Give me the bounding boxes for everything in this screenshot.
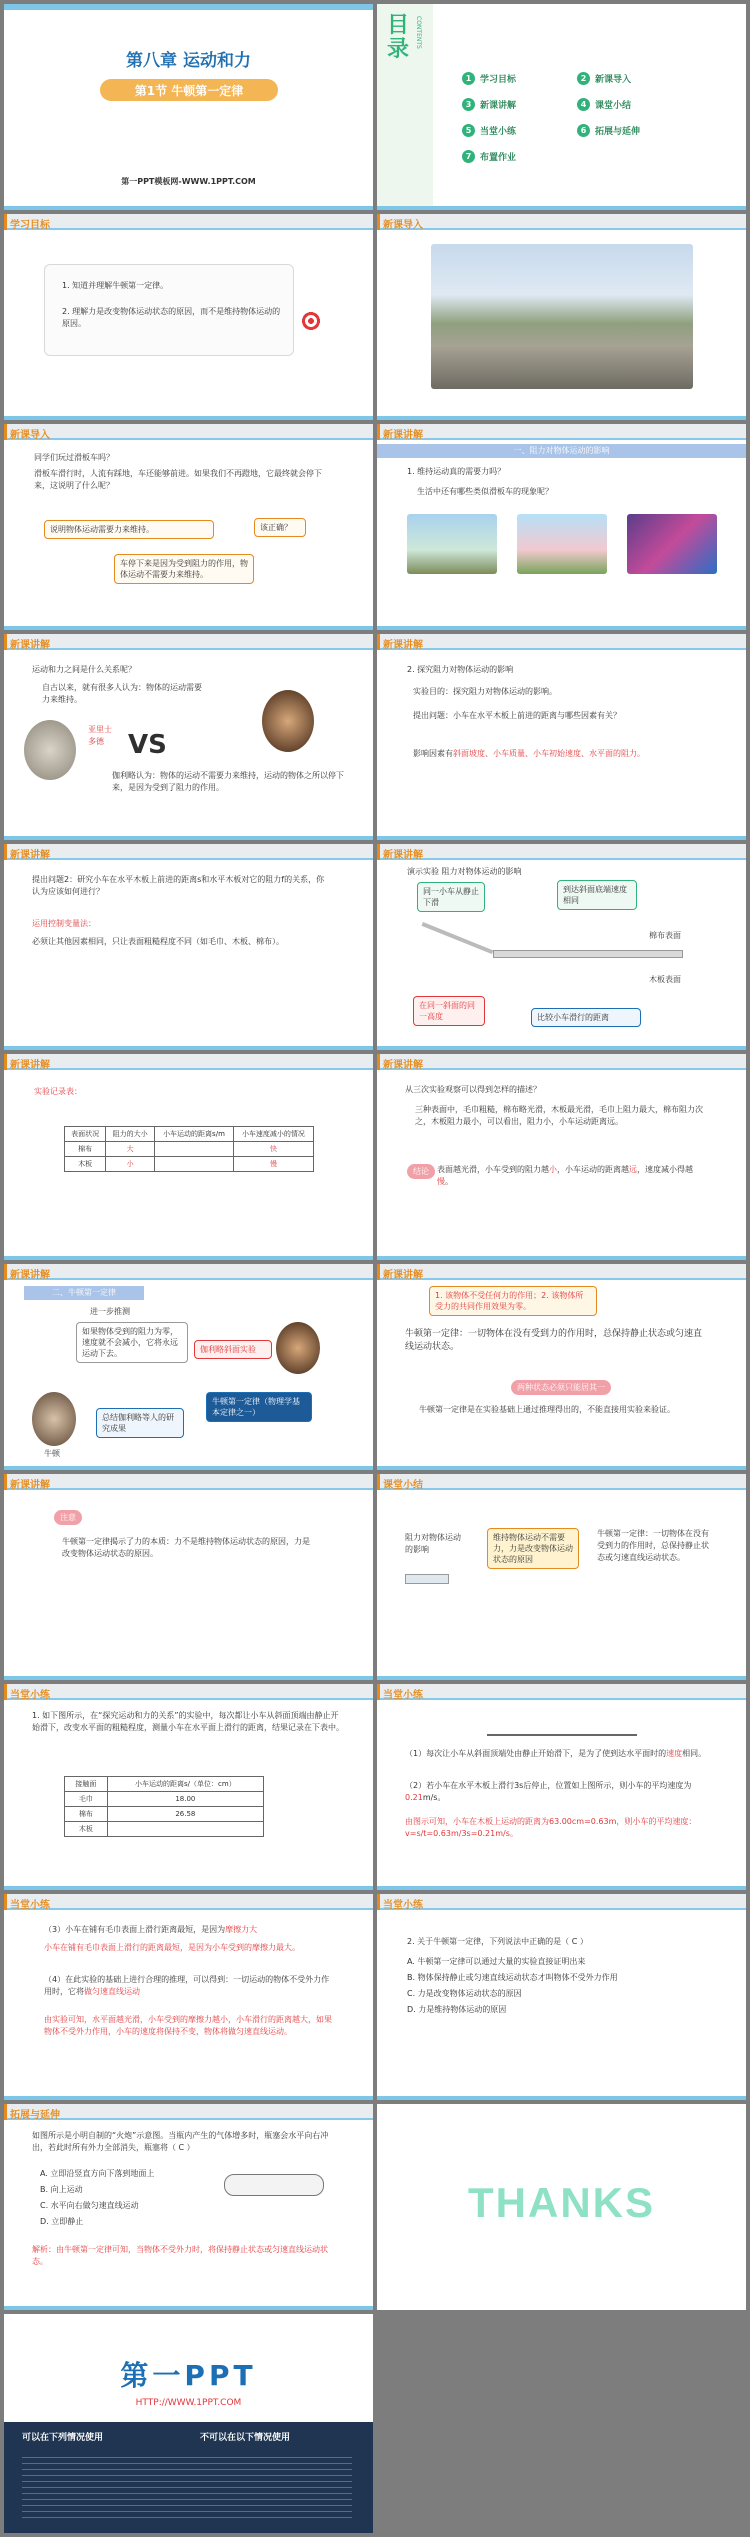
- slide-lecture-8: [4, 1264, 373, 1470]
- slide-lecture-7: [377, 1054, 746, 1260]
- table-cell: 快: [233, 1142, 313, 1157]
- slide-header: [4, 844, 373, 860]
- galileo-portrait: [262, 690, 314, 752]
- slide-header: [377, 214, 746, 230]
- sub2-answer: 0.21: [405, 1793, 423, 1802]
- header-tick: [377, 1054, 380, 1070]
- galileo-portrait: [276, 1322, 320, 1374]
- slide-goals: [4, 214, 373, 420]
- goal-item-1: 1. 知道并理解牛顿第一定律。: [62, 281, 169, 290]
- mc-option-c: C. 力是改变物体运动状态的原因: [407, 1989, 522, 1998]
- conclusion-text: [437, 1164, 707, 1188]
- lecture-question: 运动和力之间是什么关系呢？: [32, 665, 136, 674]
- slide-footer-bar: [377, 626, 746, 630]
- ad-link-list: [22, 2452, 352, 2522]
- conclusion-part: 。: [445, 1177, 453, 1186]
- sub2-text: （2）若小车在水平木板上滑行3s后停止，位置如上图所示，则小车的平均速度为: [405, 1781, 692, 1790]
- experiment-goal: 实验目的：探究阻力对物体运动的影响。: [413, 687, 557, 696]
- extend-option-a: A. 立即沿竖直方向下落到地面上: [40, 2169, 155, 2178]
- toc-num: 5: [462, 124, 475, 137]
- demo-title: 演示实验 阻力对物体运动的影响: [407, 867, 522, 876]
- sub3-text: （3）小车在铺有毛巾表面上滑行距离最短，是因为: [44, 1925, 226, 1934]
- record-label: 实验记录表：: [34, 1087, 82, 1096]
- header-tag: 新课讲解: [10, 1060, 50, 1071]
- slide-footer-bar: [4, 416, 373, 420]
- conclusion-fill-3: 慢: [437, 1177, 445, 1186]
- slide-lecture-4: [4, 844, 373, 1050]
- table-header-row: [65, 1127, 314, 1142]
- header-tick: [377, 424, 380, 440]
- header-tag: 新课导入: [10, 430, 50, 441]
- slide-lecture-3: [377, 634, 746, 840]
- header-tick: [377, 634, 380, 650]
- intro-right-question: 该正确？: [254, 518, 306, 537]
- slide-footer-bar: [4, 626, 373, 630]
- toc-item-3[interactable]: [462, 98, 516, 111]
- toc-item-5[interactable]: [462, 124, 516, 137]
- demo-label-1: 同一小车从静止下滑: [417, 882, 485, 912]
- slide-header: [4, 2104, 373, 2120]
- sub2-tail: m/s。: [422, 1793, 446, 1802]
- ride-photo: [627, 514, 717, 574]
- slide-lecture-6: [4, 1054, 373, 1260]
- slide-lecture-10: [4, 1474, 373, 1680]
- experiment-title: 2. 探究阻力对物体运动的影响: [407, 665, 514, 674]
- bicycle-photo: [407, 514, 497, 574]
- slide-footer-bar: [4, 206, 373, 210]
- lecture-question-1: 1. 维持运动真的需要力吗？: [407, 467, 506, 476]
- observation-desc: 三种表面中，毛巾粗糙，棉布略光滑，木板最光滑，毛巾上阻力最大，棉布阻力次之，木板阻力最小，可以看出，阻力小，小车运动距离远。: [415, 1105, 703, 1126]
- factors-prefix: 影响因素有: [413, 749, 453, 758]
- ad-left-title: 可以在下列情况使用: [22, 2433, 104, 2443]
- header-tag: 拓展与延伸: [10, 2110, 60, 2121]
- slide-header: [4, 634, 373, 650]
- slide-lecture-9: [377, 1264, 746, 1470]
- toc-label: 拓展与延伸: [595, 127, 641, 137]
- slide-header: [377, 1474, 746, 1490]
- slide-header: [4, 424, 373, 440]
- toc-item-7[interactable]: [462, 150, 516, 163]
- header-tag: 当堂小练: [10, 1690, 50, 1701]
- lecture-history: 自古以来，就有很多人认为：物体的运动需要力来维持。: [42, 683, 202, 704]
- cover-section-pill: [100, 79, 278, 101]
- practice-sub-1: [405, 1748, 715, 1760]
- sub3-answer: 摩擦力大: [225, 1925, 258, 1934]
- header-tag: 新课讲解: [383, 1270, 423, 1281]
- observation-question: 从三次实验观察可以得到怎样的描述？: [405, 1085, 541, 1094]
- target-icon: [300, 310, 322, 332]
- extend-solution: 解析：由牛顿第一定律可知，当物体不受外力时，将保持静止状态或匀速直线运动状态。: [32, 2245, 328, 2266]
- table-header: 接触面: [65, 1777, 108, 1792]
- sub3-explanation: 小车在铺有毛巾表面上滑行的距离最短，是因为小车受到的摩擦力最大。: [44, 1943, 300, 1952]
- slide-extend: [4, 2104, 373, 2310]
- slide-footer-bar: [4, 2096, 373, 2100]
- slide-header: [377, 1264, 746, 1280]
- toc-title: 目录: [387, 13, 410, 62]
- intro-paragraph: 滑板车滑行时，人流有踩地，车还能够前进。如果我们不再蹬地，它最终就会停下来，这说明了什么呢？: [34, 469, 322, 490]
- header-tag: 新课讲解: [10, 640, 50, 651]
- table-cell: 棉布: [65, 1807, 108, 1822]
- slide-header: [4, 214, 373, 230]
- slide-lecture-1: [377, 424, 746, 630]
- table-row: [65, 1807, 264, 1822]
- slide-practice-2: [377, 1684, 746, 1890]
- factors-list: 斜面坡度、小车质量、小车初始速度、水平面的阻力。: [453, 749, 645, 758]
- summary-middle: 维持物体运动不需要力，力是改变物体运动状态的原因: [487, 1528, 579, 1569]
- thanks-title: THANKS: [468, 2179, 655, 2226]
- slide-footer-bar: [377, 206, 746, 210]
- slide-footer-bar: [4, 1256, 373, 1260]
- conclusion-part: 表面越光滑，小车受到的阻力越: [437, 1165, 549, 1174]
- cart-icon: [405, 1574, 449, 1584]
- extend-question: 如图所示是小明自制的“火炮”示意图。当瓶内产生的气体增多时，瓶塞会水平向右冲出，若此时所有外力全部消失，瓶塞将（ C ）: [32, 2131, 329, 2152]
- section-band: 一、阻力对物体运动的影响: [377, 444, 746, 458]
- toc-item-4[interactable]: [577, 98, 631, 111]
- practice-sub-2: [405, 1780, 715, 1804]
- toc-num: 1: [462, 72, 475, 85]
- galileo-view: 伽利略认为：物体的运动不需要力来维持，运动的物体之所以停下来，是因为受到了阻力的作用。: [112, 771, 344, 792]
- toc-item-6[interactable]: [577, 124, 640, 137]
- table-cell: 26.58: [107, 1807, 263, 1822]
- state-note: 两种状态必须只能居其一: [511, 1380, 611, 1395]
- header-tick: [4, 1684, 7, 1700]
- sub1-tail: 相同。: [682, 1749, 707, 1758]
- header-tag: 当堂小练: [383, 1690, 423, 1701]
- control-desc: 必须让其他因素相同，只让表面粗糙程度不同（如毛巾、木板、棉布）。: [32, 937, 284, 946]
- table-cell: [107, 1822, 263, 1837]
- factors-label: [413, 748, 713, 760]
- header-tick: [377, 1474, 380, 1490]
- law-condition-box: 1. 该物体不受任何力的作用；2. 该物体所受力的共同作用效果为零。: [429, 1286, 597, 1316]
- intro-question: 同学们玩过滑板车吗？: [34, 453, 114, 462]
- intro-answer-b: 车停下来是因为受到阻力的作用，物体运动不需要力来维持。: [114, 554, 254, 584]
- header-tag: 新课讲解: [383, 850, 423, 861]
- mc-option-d: D. 力是维持物体运动的原因: [407, 2005, 507, 2014]
- scooter-photo: [431, 244, 693, 389]
- conclusion-part: ，速度减小得越: [637, 1165, 693, 1174]
- practice-question-1: 1. 如下图所示，在“探究运动和力的关系”的实验中，每次都让小车从斜面顶端由静止开始滑下，改变水平面的粗糙程度，测量小车在水平面上滑行的距离，结果记录在下表中。: [32, 1711, 344, 1732]
- slide-lecture-2: [4, 634, 373, 840]
- toc-num: 4: [577, 98, 590, 111]
- toc-label: 新课讲解: [480, 101, 517, 111]
- experiment-question: 提出问题：小车在水平木板上前进的距离与哪些因素有关？: [413, 711, 621, 720]
- ramp-slope: [422, 922, 494, 954]
- summary-box: 总结伽利略等人的研究成果: [96, 1408, 184, 1438]
- slide-footer-bar: [377, 2096, 746, 2100]
- slide-lecture-5: [377, 844, 746, 1050]
- toc-label: 布置作业: [480, 153, 517, 163]
- slide-intro-photo: [377, 214, 746, 420]
- slide-header: [4, 1474, 373, 1490]
- summary-topic: 阻力对物体运动的影响: [405, 1533, 461, 1554]
- toc-subtitle: CONTENTS: [415, 16, 422, 49]
- conclusion-fill-2: 远: [629, 1165, 637, 1174]
- slide-practice-4: [377, 1894, 746, 2100]
- slide-footer-bar: [4, 1466, 373, 1470]
- bottle-figure: [224, 2174, 324, 2196]
- table-cell: 木板: [65, 1822, 108, 1837]
- sub4-answer: 做匀速直线运动: [84, 1987, 140, 1996]
- toc-label: 新课导入: [595, 75, 632, 85]
- newton-portrait: [32, 1392, 76, 1446]
- aristotle-portrait: [24, 720, 76, 780]
- practice-table: [64, 1776, 264, 1837]
- conclusion-part: ，小车运动的距离越: [557, 1165, 629, 1174]
- cover-site: 第一PPT模板网-WWW.1PPT.COM: [121, 177, 256, 186]
- ramp-figure: [487, 1706, 637, 1736]
- demo-label-2: 到达斜面底端速度相同: [557, 880, 637, 910]
- aristotle-name: 亚里士多德: [88, 725, 112, 746]
- toc-label: 当堂小练: [480, 127, 517, 137]
- demo-label-6: 比较小车滑行的距离: [531, 1008, 641, 1027]
- sub1-answer: 速度: [666, 1749, 683, 1758]
- ad-logo: 第一PPT: [120, 2359, 257, 2392]
- toc-item-1[interactable]: [462, 72, 516, 85]
- demo-label-5: 在同一斜面的同一高度: [413, 996, 485, 1026]
- mc-option-a: A. 牛顿第一定律可以通过大量的实验直接证明出来: [407, 1957, 586, 1966]
- header-tag: 新课讲解: [383, 430, 423, 441]
- sub1-text: （1）每次让小车从斜面顶端处由静止开始滑下，是为了使到达水平面时的: [405, 1749, 667, 1758]
- slide-intro-question: [4, 424, 373, 630]
- lecture-question-2: 生活中还有哪些类似滑板车的现象呢？: [417, 487, 553, 496]
- law-box: 牛顿第一定律（物理学基本定律之一）: [206, 1392, 312, 1422]
- ramp-surface: [493, 950, 683, 958]
- header-tick: [4, 634, 7, 650]
- slide-footer-bar: [377, 1676, 746, 1680]
- header-tick: [377, 844, 380, 860]
- cover-decor-top: [4, 4, 373, 10]
- extend-option-b: B. 向上运动: [40, 2185, 83, 2194]
- header-tag: 新课讲解: [383, 640, 423, 651]
- slide-footer-bar: [377, 836, 746, 840]
- demo-label-3: 棉布表面: [649, 931, 681, 940]
- header-tick: [377, 1684, 380, 1700]
- table-cell: 小: [106, 1157, 155, 1172]
- slide-footer-bar: [4, 1886, 373, 1890]
- toc-label: 学习目标: [480, 75, 517, 85]
- table-header: 小车速度减小的情况: [233, 1127, 313, 1142]
- control-variable: 运用控制变量法：: [32, 919, 96, 928]
- table-cell: 大: [106, 1142, 155, 1157]
- cover-section: 第1节 牛顿第一定律: [134, 84, 244, 98]
- cover-chapter: 第八章 运动和力: [126, 51, 251, 71]
- toc-num: 6: [577, 124, 590, 137]
- table-header: 小车运动的距离s/（单位：cm）: [107, 1777, 263, 1792]
- table-row: [65, 1157, 314, 1172]
- mc-option-b: B. 物体保持静止或匀速直线运动状态才叫物体不受外力作用: [407, 1973, 618, 1982]
- note-tag: 注意: [54, 1510, 82, 1525]
- slide-footer-bar: [4, 836, 373, 840]
- slide-footer-bar: [377, 416, 746, 420]
- extend-option-c: C. 水平向右做匀速直线运动: [40, 2201, 139, 2210]
- table-cell: [155, 1157, 234, 1172]
- record-table: [64, 1126, 314, 1172]
- vs-label: VS: [128, 730, 167, 760]
- sub4-text: （4）在此实验的基础上进行合理的推理，可以得到：一切运动的物体不受外力作用时，它将: [44, 1975, 330, 1996]
- newton-name: 牛顿: [44, 1449, 60, 1458]
- table-row: [65, 1142, 314, 1157]
- swing-photo: [517, 514, 607, 574]
- slide-footer-bar: [4, 1676, 373, 1680]
- ad-url[interactable]: HTTP://WWW.1PPT.COM: [135, 2398, 242, 2408]
- header-tick: [4, 1474, 7, 1490]
- table-cell: 毛巾: [65, 1792, 108, 1807]
- toc-num: 2: [577, 72, 590, 85]
- inference-box: 如果物体受到的阻力为零，速度就不会减小，它将永远运动下去。: [76, 1322, 188, 1363]
- header-tag: 课堂小结: [383, 1480, 423, 1491]
- table-cell: 木板: [65, 1157, 106, 1172]
- slide-ad: [4, 2314, 373, 2533]
- header-tick: [4, 2104, 7, 2120]
- slide-toc: [377, 4, 746, 210]
- header-tag: 学习目标: [10, 220, 50, 231]
- extend-option-d: D. 立即静止: [40, 2217, 84, 2226]
- practice-sub-4: [44, 1974, 334, 1998]
- header-tick: [4, 1894, 7, 1910]
- header-tag: 新课讲解: [10, 850, 50, 861]
- slide-header: [377, 1684, 746, 1700]
- galileo-experiment-label: 伽利略斜面实验: [194, 1340, 272, 1359]
- practice-solution: 由图示可知，小车在木板上运动的距离为63.00cm=0.63m，则小车的平均速度：v=s/t=0.63m/3s=0.21m/s。: [405, 1817, 697, 1838]
- sub4-explanation: 由实验可知，水平面越光滑，小车受到的摩擦力越小，小车滑行的距离越大，如果物体不受外力作用，小车的速度将保持不变，物体将做匀速直线运动。: [44, 2015, 332, 2036]
- practice-sub-3: [44, 1924, 344, 1936]
- header-tag: 新课讲解: [10, 1480, 50, 1491]
- mc-question: 2. 关于牛顿第一定律，下列说法中正确的是（ C ）: [407, 1937, 588, 1946]
- conclusion-tag: 结论: [407, 1164, 435, 1179]
- slide-practice-3: [4, 1894, 373, 2100]
- slide-header: [377, 424, 746, 440]
- toc-label: 课堂小结: [595, 101, 632, 111]
- table-row: [65, 1792, 264, 1807]
- conclusion-fill-1: 小: [549, 1165, 557, 1174]
- table-header: 表面状况: [65, 1127, 106, 1142]
- law-statement: 牛顿第一定律：一切物体在没有受到力的作用时，总保持静止状态或匀速直线运动状态。: [405, 1329, 703, 1352]
- slide-footer-bar: [377, 1256, 746, 1260]
- section-band: 二、牛顿第一定律: [24, 1286, 144, 1300]
- slide-header: [4, 1894, 373, 1910]
- slide-header: [4, 1684, 373, 1700]
- toc-num: 3: [462, 98, 475, 111]
- header-tick: [4, 844, 7, 860]
- slide-thanks: [377, 2104, 746, 2310]
- slide-header: [4, 1054, 373, 1070]
- slide-footer-bar: [4, 1046, 373, 1050]
- header-tag: 当堂小练: [383, 1900, 423, 1911]
- table-row: [65, 1822, 264, 1837]
- table-cell: 18.00: [107, 1792, 263, 1807]
- header-tick: [4, 1264, 7, 1280]
- header-tick: [377, 1264, 380, 1280]
- slide-summary: [377, 1474, 746, 1680]
- slide-header: [4, 1264, 373, 1280]
- note-text: 牛顿第一定律揭示了力的本质：力不是维持物体运动状态的原因，力是改变物体运动状态的原因。: [62, 1537, 310, 1558]
- goal-item-2: 2. 理解力是改变物体运动状态的原因，而不是维持物体运动的原因。: [62, 307, 281, 328]
- toc-item-2[interactable]: [577, 72, 631, 85]
- table-cell: 慢: [233, 1157, 313, 1172]
- table-header-row: [65, 1777, 264, 1792]
- slide-cover: [4, 4, 373, 210]
- header-tick: [377, 214, 380, 230]
- law-note: 牛顿第一定律是在实验基础上通过推理得出的，不能直接用实验来验证。: [419, 1405, 675, 1414]
- slide-practice-1: [4, 1684, 373, 1890]
- slide-footer-bar: [377, 1886, 746, 1890]
- slide-footer-bar: [377, 1466, 746, 1470]
- intro-answer-a: 说明物体运动需要力来维持。: [44, 520, 214, 539]
- slide-header: [377, 1054, 746, 1070]
- header-tag: 新课讲解: [383, 1060, 423, 1071]
- header-tick: [4, 424, 7, 440]
- ramp-diagram: [423, 922, 683, 972]
- question-2: 提出问题2：研究小车在水平木板上前进的距离s和水平木板对它的阻力f的关系，你认为应该如何进行？: [32, 875, 325, 896]
- ad-right-title: 不可以在以下情况使用: [200, 2433, 291, 2443]
- slide-header: [377, 634, 746, 650]
- summary-law: 牛顿第一定律：一切物体在没有受到力的作用时，总保持静止状态或匀速直线运动状态。: [597, 1529, 709, 1562]
- table-cell: [155, 1142, 234, 1157]
- header-tick: [4, 214, 7, 230]
- slide-header: [377, 1894, 746, 1910]
- header-tag: 当堂小练: [10, 1900, 50, 1911]
- slide-footer-bar: [4, 2306, 373, 2310]
- inference-label: 进一步推测: [90, 1307, 130, 1316]
- toc-num: 7: [462, 150, 475, 163]
- header-tick: [377, 1894, 380, 1910]
- table-header: 阻力的大小: [106, 1127, 155, 1142]
- demo-label-4: 木板表面: [649, 975, 681, 984]
- slide-footer-bar: [377, 1046, 746, 1050]
- header-tick: [4, 1054, 7, 1070]
- table-cell: 棉布: [65, 1142, 106, 1157]
- header-tag: 新课导入: [383, 220, 423, 231]
- table-header: 小车运动的距离s/m: [155, 1127, 234, 1142]
- slide-header: [377, 844, 746, 860]
- header-tag: 新课讲解: [10, 1270, 50, 1281]
